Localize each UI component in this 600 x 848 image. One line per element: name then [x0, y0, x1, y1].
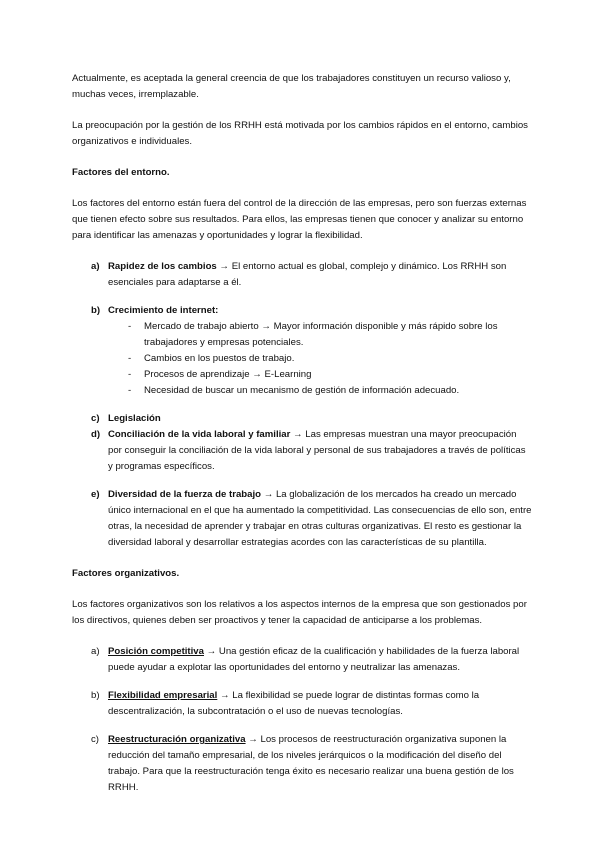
list-marker: b) — [91, 305, 101, 316]
sub-list-item — [108, 351, 532, 367]
list-marker: d) — [91, 429, 101, 440]
item-text: → El entorno actual es global, complejo y dinámico. Los RRHH son esenciales para adaptarse a él. — [108, 261, 507, 288]
section-heading-entorno: Factores del entorno. — [72, 167, 170, 178]
list-item — [72, 259, 532, 291]
item-text: → La globalización de los mercados ha creado un mercado único internacional en el que ha aumentado la competitividad. Las consecuencias de ello son, entre otras, la necesidad de aprender y trabajar en otras culturas organizativas. El resto es gestionar la diversidad laboral y desarrollar estrategias acordes con las características de su plantilla. — [108, 489, 532, 548]
list-marker: c) — [91, 413, 100, 424]
sub-item-text: Mercado de trabajo abierto → Mayor información disponible y más rápido sobre los trabajadores y empresas potenciales. — [144, 321, 498, 348]
item-text: → Una gestión eficaz de la cualificación y habilidades de la fuerza laboral puede ayudar a explotar las oportunidades del entorno y neutralizar las amenazas. — [108, 646, 520, 673]
sub-list-item — [108, 367, 532, 383]
list-marker: c) — [91, 734, 99, 745]
list-item — [72, 732, 532, 796]
sub-item-text: Procesos de aprendizaje → E-Learning — [144, 369, 312, 380]
entorno-list — [72, 259, 532, 551]
item-title: Posición competitiva — [108, 646, 204, 657]
section-heading-organizativos: Factores organizativos. — [72, 568, 180, 579]
organizativos-list — [72, 644, 532, 796]
item-title: Conciliación de la vida laboral y familiar — [108, 429, 291, 440]
sub-list — [108, 319, 532, 399]
organizativos-paragraph: Los factores organizativos son los relativos a los aspectos internos de la empresa que son gestionados por los directivos, quienes deben ser proactivos y tener la capacidad de anticiparse a los problemas. — [72, 599, 527, 626]
intro-paragraph-1: Actualmente, es aceptada la general creencia de que los trabajadores constituyen un recurso valioso y, muchas veces, irremplazable. — [72, 73, 511, 100]
sub-list-item — [108, 383, 532, 399]
item-title: Rapidez de los cambios — [108, 261, 217, 272]
dash-bullet: - — [128, 369, 132, 380]
sub-list-item — [108, 319, 532, 351]
list-item — [72, 303, 532, 399]
list-item — [72, 411, 532, 427]
list-item — [72, 427, 532, 475]
list-item — [72, 688, 532, 720]
item-title: Legislación — [108, 413, 161, 424]
list-marker: b) — [91, 690, 100, 701]
sub-item-text: Cambios en los puestos de trabajo. — [144, 353, 295, 364]
list-marker: a) — [91, 646, 100, 657]
item-title: Diversidad de la fuerza de trabajo — [108, 489, 262, 500]
item-title: Flexibilidad empresarial — [108, 690, 218, 701]
list-marker: e) — [91, 489, 100, 500]
dash-bullet: - — [128, 385, 132, 396]
list-marker: a) — [91, 261, 100, 272]
dash-bullet: - — [128, 353, 132, 364]
dash-bullet: - — [128, 321, 132, 332]
list-item — [72, 487, 532, 551]
item-text: → Las empresas muestran una mayor preocupación por conseguir la conciliación de la vida laboral y personal de sus trabajadores a través de políticas y programas específicos. — [108, 429, 526, 472]
item-text: → La flexibilidad se puede lograr de distintas formas como la descentralización, la subcontratación o el uso de nuevas tecnologías. — [108, 690, 480, 717]
sub-item-text: Necesidad de buscar un mecanismo de gestión de información adecuado. — [144, 385, 460, 396]
intro-paragraph-2: La preocupación por la gestión de los RRHH está motivada por los cambios rápidos en el entorno, cambios organizativos e individuales. — [72, 120, 528, 147]
document-page — [72, 71, 532, 811]
entorno-paragraph: Los factores del entorno están fuera del control de la dirección de las empresas, pero son fuerzas externas que tienen efecto sobre sus resultados. Para ellos, las empresas tienen que conocer y analizar su entorno para identificar las amenazas y oportunidades y lograr la flexibilidad. — [72, 198, 527, 241]
item-title: Reestructuración organizativa — [108, 734, 246, 745]
item-text: → Los procesos de reestructuración organizativa suponen la reducción del tamaño empresarial, de los niveles jerárquicos o la modificación del diseño del trabajo. Para que la reestructuración tenga éxito es necesario realizar una buena gestión de los RRHH. — [108, 734, 514, 793]
list-item — [72, 644, 532, 676]
item-title: Crecimiento de internet: — [108, 305, 219, 316]
